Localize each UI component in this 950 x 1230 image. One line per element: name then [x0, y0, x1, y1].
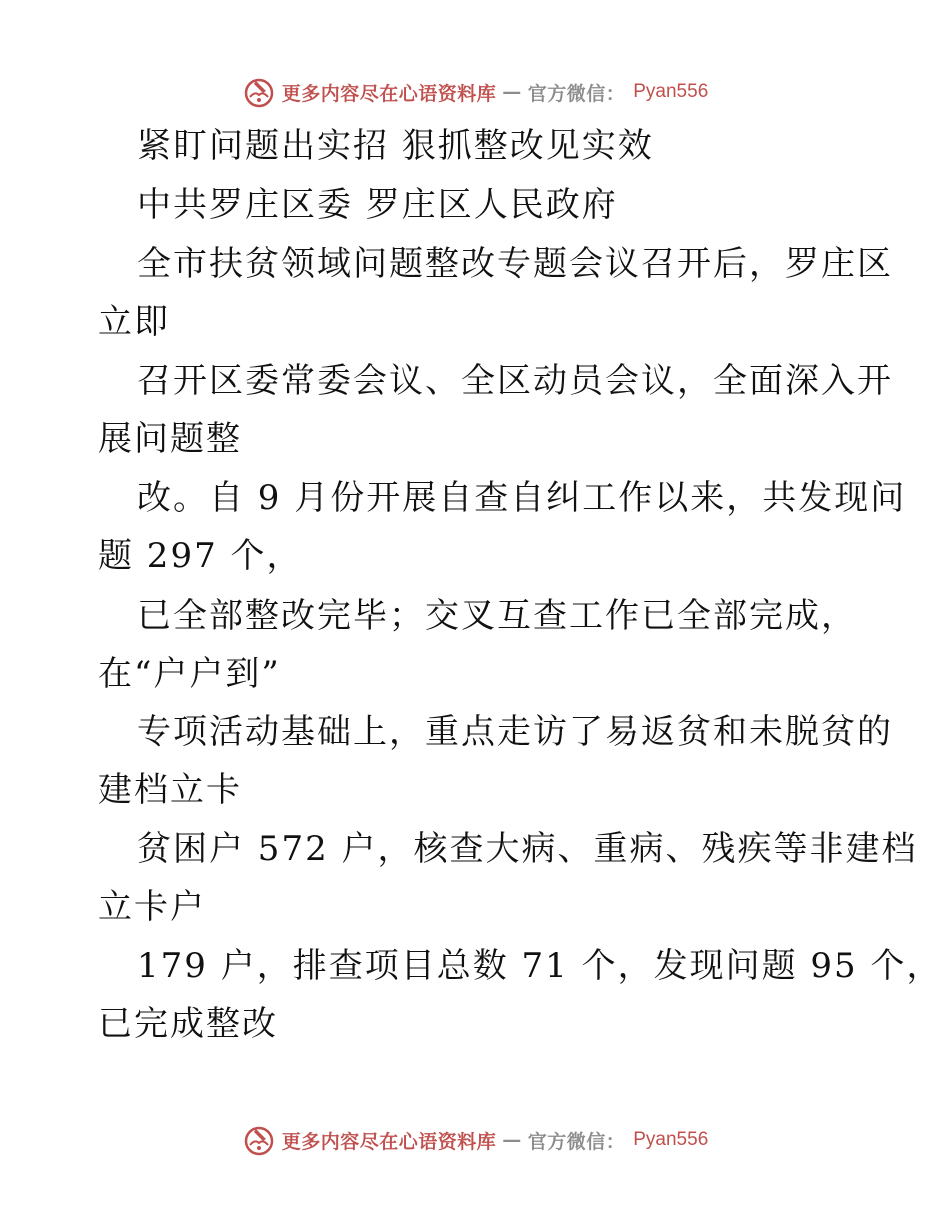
watermark-dash: —	[502, 81, 522, 103]
paragraph-line: 179 户，排查项目总数 71 个，发现问题 95 个，	[137, 946, 943, 986]
paragraph-line: 展问题整	[98, 419, 242, 459]
watermark-dash: —	[502, 1129, 522, 1151]
paragraph-line: 建档立卡	[98, 770, 242, 810]
watermark-official-label: 官方微信：	[527, 1130, 626, 1153]
watermark-wechat-id: Pyan556	[633, 81, 709, 102]
paragraph-line: 专项活动基础上，重点走访了易返贫和未脱贫的	[137, 712, 893, 752]
header-watermark	[0, 72, 950, 112]
paragraph-line: 在“户户到”	[98, 654, 281, 694]
book-quill-logo-icon	[242, 75, 276, 109]
paragraph-line: 已完成整改	[98, 1004, 278, 1044]
paragraph-line: 改。自 9 月份开展自查自纠工作以来，共发现问	[137, 478, 907, 518]
paragraph-line: 已全部整改完毕；交叉互查工作已全部完成，	[137, 596, 857, 636]
paragraph-line: 题 297 个，	[98, 536, 303, 576]
footer-watermark	[0, 1120, 950, 1160]
paragraph-line: 全市扶贫领域问题整改专题会议召开后，罗庄区	[137, 244, 893, 284]
document-author: 中共罗庄区委 罗庄区人民政府	[137, 185, 618, 225]
watermark-site-text: 更多内容尽在心语资料库	[281, 1130, 497, 1153]
watermark-wechat-id: Pyan556	[633, 1129, 709, 1150]
paragraph-line: 立卡户	[98, 887, 206, 927]
watermark-official-label: 官方微信：	[527, 82, 626, 105]
paragraph-line: 立即	[98, 302, 170, 342]
document-title: 紧盯问题出实招 狠抓整改见实效	[137, 126, 654, 166]
paragraph-line: 召开区委常委会议、全区动员会议，全面深入开	[137, 361, 893, 401]
watermark-site-text: 更多内容尽在心语资料库	[281, 82, 497, 105]
book-quill-logo-icon	[242, 1123, 276, 1157]
paragraph-line: 贫困户 572 户，核查大病、重病、残疾等非建档	[137, 829, 918, 869]
